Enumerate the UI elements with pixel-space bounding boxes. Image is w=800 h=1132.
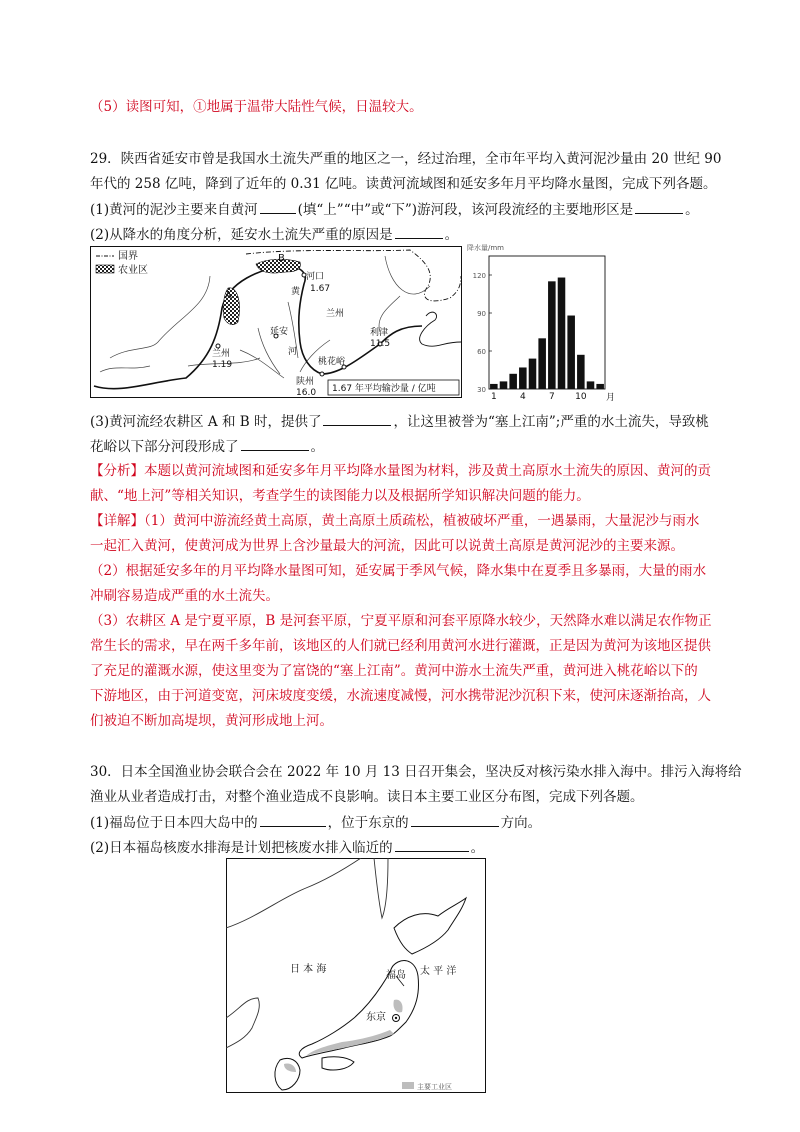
label-area-a: A — [225, 290, 232, 301]
x-tick-label: 1 — [490, 392, 497, 402]
japan-industry-map — [226, 858, 486, 1093]
q29-p2-text-a: (2)从降水的角度分析，延安水土流失严重的原因是 — [90, 227, 393, 243]
bar-month-1 — [490, 384, 498, 389]
answer-blank[interactable] — [260, 813, 326, 827]
answer-blank[interactable] — [241, 437, 309, 451]
label-pacific: 太 平 洋 — [420, 966, 457, 977]
label-lijin: 利津 — [370, 328, 389, 338]
label-lanzhou-city: 兰州 — [212, 349, 231, 359]
y-tick-label: 90 — [477, 310, 486, 318]
label-tokyo: 东京 — [366, 1012, 386, 1023]
detail-line-7: 了充足的灌溉水源，使这里变为了富饶的“塞上江南”。黄河中游水土流失严重，黄河进入桃花峪以下的 — [90, 663, 698, 679]
answer-blank[interactable] — [395, 838, 469, 852]
q29-p1-text-b: (填“上”“中”或“下”)游河段，该河段流经的主要地形区是 — [297, 202, 634, 218]
detail-line-4: 冲刷容易造成严重的水土流失。 — [90, 588, 279, 604]
label-hekou: 河口 — [306, 272, 325, 282]
q29-part-1 — [90, 200, 699, 219]
y-tick-label: 60 — [477, 348, 486, 356]
analysis-tag: 【分析】 — [90, 463, 144, 479]
bar-month-11 — [587, 381, 595, 389]
label-huang: 黄 — [291, 287, 301, 297]
q29-part-3-line-1 — [90, 412, 709, 431]
bar-month-6 — [538, 338, 546, 389]
q29-p1-text-c: 。 — [685, 202, 699, 218]
q29-p1-text-a: (1)黄河的泥沙主要来自黄河 — [90, 202, 258, 218]
answer-blank[interactable] — [260, 200, 296, 214]
detail-text-1: （1）黄河中游流经黄土高原，黄土高原土质疏松，植被破坏严重，一遇暴雨，大量泥沙与雨水 — [144, 513, 700, 529]
legend-border-label: 国界 — [118, 251, 138, 262]
label-yanan: 延安 — [270, 327, 289, 337]
answer-blank[interactable] — [411, 813, 499, 827]
label-he: 河 — [288, 347, 298, 357]
q30-stem-2: 渔业从业者造成打击，对整个渔业造成不良影响。读日本主要工业区分布图，完成下列各题。 — [90, 789, 644, 805]
q30-p1-text-c: 方向。 — [500, 815, 542, 831]
q29-p3-text-a: (3)黄河流经农耕区 A 和 B 时，提供了 — [90, 414, 322, 430]
q29-p3-text-b: ，让这里被誉为“塞上江南”;严重的水土流失，导致桃 — [393, 414, 709, 430]
detail-line-8: 下游地区，由于河道变宽，河床坡度变缓，水流速度减慢，河水携带泥沙沉积下来，使河床逐渐抬高，人 — [90, 688, 711, 704]
q30-p2-text-b: 。 — [470, 840, 485, 856]
answer-blank[interactable] — [635, 200, 683, 214]
q30-p1-text-b: ，位于东京的 — [327, 815, 409, 831]
q29-part-2 — [90, 225, 458, 244]
precipitation-chart — [465, 240, 615, 405]
bar-month-3 — [509, 374, 517, 389]
bar-month-4 — [519, 367, 527, 389]
detail-line-6: 常生长的需求，早在两千多年前，该地区的人们就已经利用黄河水进行灌溉，正是因为黄河为该地区提供 — [90, 638, 711, 654]
q30-part-1 — [90, 813, 541, 832]
detail-line-5: （3）农耕区 A 是宁夏平原，B 是河套平原，宁夏平原和河套平原降水较少，天然降水难以满足农作物正 — [90, 613, 712, 629]
bar-month-12 — [596, 384, 604, 389]
analysis-line-2: 献、“地上河”等相关知识，考查学生的读图能力以及根据所学知识解决问题的能力。 — [90, 488, 590, 504]
bar-month-10 — [577, 355, 585, 389]
analysis-text-1: 本题以黄河流域图和延安多年月平均降水量图为材料，涉及黄土高原水土流失的原因、黄河的贡 — [144, 463, 711, 479]
x-tick-label: 10 — [575, 392, 587, 402]
label-hekou-value: 1.67 — [310, 284, 331, 294]
y-tick-label: 120 — [472, 272, 486, 280]
q29-stem-1: 29．陕西省延安市曾是我国水土流失严重的地区之一，经过治理，全市年平均入黄河泥沙量由 20 世纪 90 — [90, 151, 722, 167]
q29-part-3-line-2 — [90, 437, 324, 456]
q30-p1-text-a: (1)福岛位于日本四大岛中的 — [90, 815, 258, 831]
q30-stem-1: 30．日本全国渔业协会联合会在 2022 年 10 月 13 日召开集会，坚决反对核污染水排入海中。排污入海将给 — [90, 764, 742, 780]
x-tick-label: 4 — [519, 392, 526, 402]
map-caption: 1.67 年平均输沙量 / 亿吨 — [332, 384, 436, 394]
label-fukushima: 福岛 — [386, 970, 406, 981]
bar-month-7 — [548, 281, 556, 389]
chart-plot-area — [489, 256, 605, 389]
answer-blank[interactable] — [323, 412, 391, 426]
bar-month-5 — [529, 359, 537, 389]
label-shanzhou: 陕州 — [296, 377, 315, 387]
label-lanzhou-region: 兰州 — [326, 309, 345, 319]
q30-p2-text-a: (2)日本福岛核废水排海是计划把核废水排入临近的 — [90, 840, 393, 856]
analysis-line-1 — [90, 462, 711, 480]
tokyo-marker-dot — [395, 1017, 397, 1019]
label-lanzhou-value: 1.19 — [212, 360, 233, 370]
prev-answer: （5）读图可知，①地属于温带大陆性气候，日温较大。 — [90, 99, 423, 115]
q29-p3-text-c: 花峪以下部分河段形成了 — [90, 439, 239, 455]
x-tick-label: 7 — [548, 392, 555, 402]
legend-label: 主要工业区 — [417, 1083, 452, 1091]
chart-xlabel: 月 — [606, 393, 615, 403]
detail-line-3: （2）根据延安多年的月平均降水量图可知，延安属于季风气候，降水集中在夏季且多暴雨，大量的雨水 — [90, 563, 707, 579]
q29-p2-text-b: 。 — [444, 227, 459, 243]
yellow-river-map — [90, 246, 462, 398]
chart-ylabel: 降水量/mm — [467, 244, 504, 252]
bar-month-9 — [567, 316, 575, 389]
label-area-b: B — [278, 253, 285, 264]
legend-farm-label: 农业区 — [118, 265, 148, 276]
answer-blank[interactable] — [395, 225, 443, 239]
detail-line-9: 们被迫不断加高堤坝，黄河形成地上河。 — [90, 713, 333, 729]
y-tick-label: 30 — [477, 386, 486, 394]
bar-month-8 — [558, 278, 566, 389]
label-lijin-value: 11.5 — [370, 339, 391, 349]
q29-p3-text-d: 。 — [310, 439, 324, 455]
q30-part-2 — [90, 838, 484, 857]
detail-tag: 【详解】 — [90, 513, 144, 529]
detail-line-2: 一起汇入黄河，使黄河成为世界上含沙量最大的河流，因此可以说黄土高原是黄河泥沙的主要来源。 — [90, 538, 684, 554]
detail-line-1 — [90, 512, 699, 530]
label-shanzhou-value: 16.0 — [296, 388, 317, 398]
legend-swatch — [402, 1082, 414, 1089]
chart-x-ticks — [491, 392, 587, 402]
bar-month-2 — [500, 381, 508, 389]
label-taohuayu: 桃花峪 — [318, 357, 346, 367]
q29-stem-2: 年代的 258 亿吨，降到了近年的 0.31 亿吨。读黄河流域图和延安多年月平均降水量图，完成下列各题。 — [90, 176, 717, 192]
label-sea-of-japan: 日 本 海 — [290, 964, 327, 975]
